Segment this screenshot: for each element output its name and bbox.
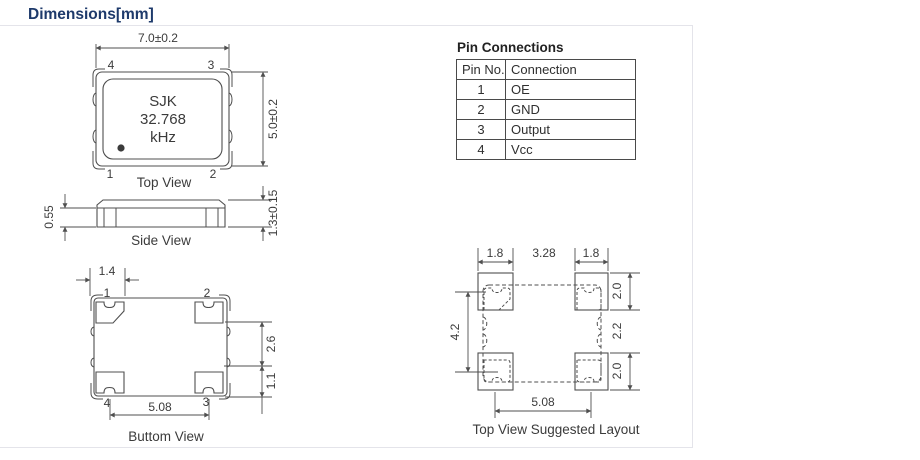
bottom-view-pin-2: 2 (203, 286, 211, 300)
pin-number: 2 (457, 100, 506, 120)
bottom-view-pad-1 (96, 302, 124, 323)
bottom-view-label: Buttom View (128, 429, 204, 444)
top-view-pin-2: 2 (209, 167, 217, 181)
marking-line-2: 32.768 (140, 111, 186, 128)
pin-number: 3 (457, 120, 506, 140)
bottom-view-padwidth-dim: 1.4 (98, 264, 116, 278)
bottom-view-padgap-dim: 2.6 (264, 335, 278, 353)
layout-pad-top-left (478, 273, 513, 310)
pin-connection: OE (506, 80, 636, 100)
layout-terminal-footprints-dashed (484, 288, 601, 382)
bottom-view-padheight-dim: 1.1 (264, 372, 278, 390)
layout-padheight-bottom-dim: 2.0 (610, 362, 624, 380)
marking-line-3: kHz (150, 129, 176, 146)
pin-table-header-row (457, 60, 636, 80)
layout-padwidth-left-dim: 1.8 (486, 246, 504, 260)
pin-table-title: Pin Connections (457, 40, 564, 55)
marking-line-1: SJK (149, 93, 177, 110)
bottom-view-pad-4 (96, 372, 124, 393)
top-view-width-dim: 7.0±0.2 (138, 31, 178, 45)
pin-table-row (457, 80, 636, 100)
top-view-pin-4: 4 (107, 58, 115, 72)
pin-table-row (457, 140, 636, 160)
pin-table-header-pin: Pin No. (457, 60, 506, 80)
pin1-marker-dot (117, 144, 124, 151)
side-view-base-extension-lines (60, 208, 96, 227)
page-title: Dimensions[mm] (28, 6, 154, 23)
pin-connections-table (456, 59, 636, 160)
layout-padheight-top-dim: 2.0 (610, 282, 624, 300)
bottom-view-pad-2 (195, 302, 223, 323)
side-view-base-dim: 0.55 (42, 205, 56, 229)
top-view-pin-3: 3 (207, 58, 215, 72)
pin-connection: Output (506, 120, 636, 140)
layout-pad-top-right (575, 273, 608, 310)
bottom-view-corner-castellations (91, 295, 230, 399)
bottom-view-pin-4: 4 (103, 396, 111, 410)
top-view-height-dim: 5.0±0.2 (266, 99, 280, 139)
side-view-terminal-lines (104, 208, 218, 227)
side-view-total-dim: 1.3±0.15 (266, 189, 280, 237)
layout-vpitch-dim: 4.2 (448, 323, 462, 341)
bottom-view-pad-3 (195, 372, 223, 393)
top-view-label: Top View (136, 175, 192, 190)
pin-table-row (457, 120, 636, 140)
layout-vgap-dim: 2.2 (610, 322, 624, 340)
pin-number: 1 (457, 80, 506, 100)
bottom-view-body-outline (94, 298, 227, 396)
top-view-drawing (93, 44, 268, 169)
bottom-view-pin-3: 3 (202, 395, 210, 409)
layout-hgap-dim: 3.28 (532, 246, 556, 260)
bottom-view-side-castellations (91, 327, 230, 367)
layout-view-label: Top View Suggested Layout (472, 422, 640, 437)
layout-padwidth-right-dim: 1.8 (582, 246, 600, 260)
side-view-label: Side View (131, 233, 191, 248)
pin-connection: Vcc (506, 140, 636, 160)
layout-component-outline-dashed (483, 285, 601, 382)
pin-table-row (457, 100, 636, 120)
bottom-view-pitch-dim: 5.08 (148, 400, 172, 414)
pin-table-header-connection: Connection (506, 60, 636, 80)
pin-connections-section (456, 40, 640, 160)
layout-pitch-dim: 5.08 (531, 395, 555, 409)
pin-connection: GND (506, 100, 636, 120)
bottom-view-pin-1: 1 (103, 286, 111, 300)
layout-pad-bottom-left (478, 353, 513, 390)
pin-number: 4 (457, 140, 506, 160)
layout-pad-bottom-right (575, 353, 608, 390)
top-view-pin-1: 1 (106, 167, 114, 181)
